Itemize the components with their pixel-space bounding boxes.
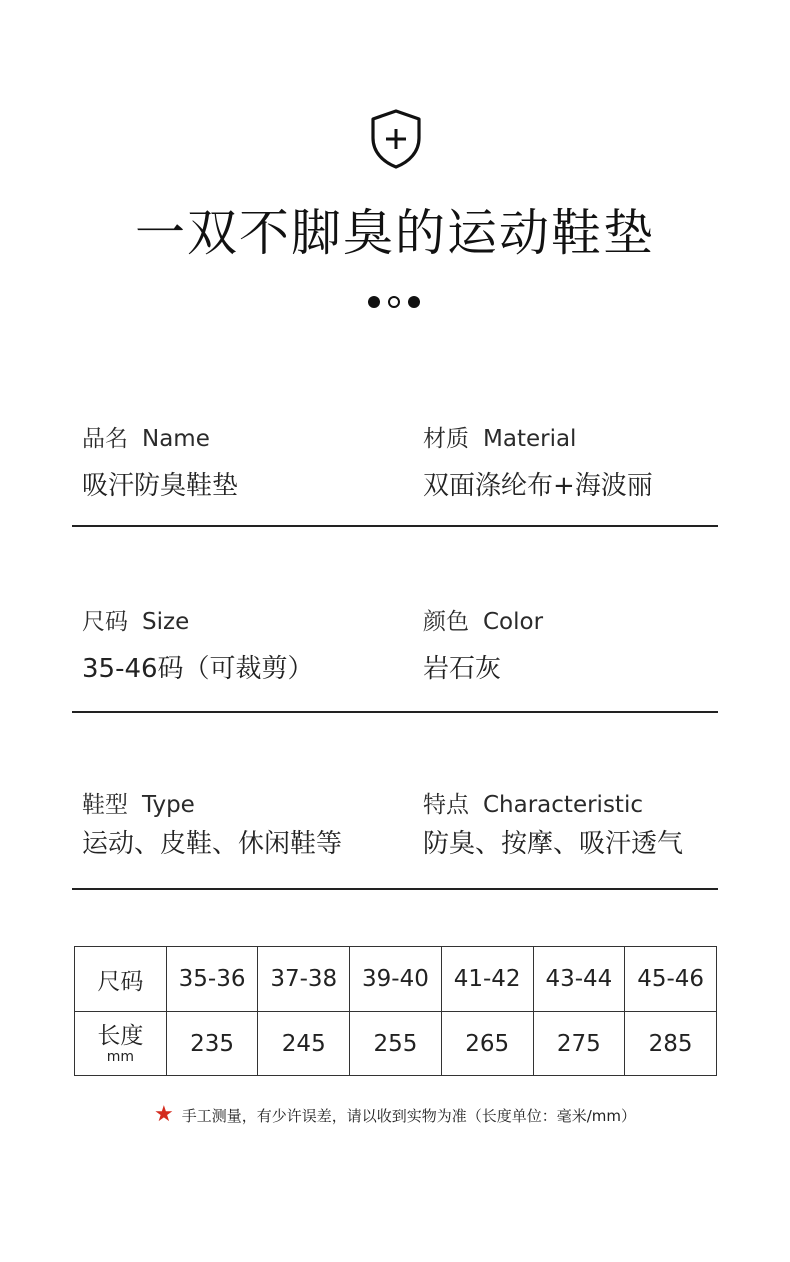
spec-label-en: Characteristic (483, 792, 643, 818)
spec-name (82, 420, 238, 502)
length-label: 长度 (97, 1022, 144, 1049)
spec-value: 防臭、按摩、吸汗透气 (423, 829, 684, 859)
divider-dots (368, 295, 424, 309)
table-cell-length: 255 (350, 1012, 442, 1076)
spec-label (423, 603, 543, 636)
table-cell-length: 285 (625, 1012, 717, 1076)
divider-line (72, 888, 718, 890)
spec-label-en: Size (142, 609, 190, 635)
dot-filled (368, 296, 380, 308)
table-cell-size: 35-36 (166, 947, 258, 1012)
spec-label-en: Name (142, 426, 210, 452)
page-title: 一双不脚臭的运动鞋垫 (135, 204, 655, 262)
star-icon: ★ (153, 1102, 174, 1127)
footnote (0, 1104, 790, 1126)
table-row-length (75, 1012, 717, 1076)
length-unit: mm (106, 1048, 134, 1065)
spec-type (82, 786, 342, 860)
spec-label-cn: 鞋型 (82, 792, 128, 818)
spec-label (82, 420, 238, 453)
table-cell-length: 265 (441, 1012, 533, 1076)
table-cell-size: 41-42 (441, 947, 533, 1012)
footnote-text: 手工测量，有少许误差，请以收到实物为准（长度单位：毫米/mm） (181, 1106, 636, 1125)
spec-label (82, 786, 342, 819)
spec-label-en: Material (483, 426, 577, 452)
spec-value: 岩石灰 (423, 654, 502, 684)
spec-label-en: Color (483, 609, 544, 635)
spec-label-cn: 特点 (423, 792, 469, 818)
spec-label-cn: 材质 (423, 426, 469, 452)
spec-material (423, 420, 653, 502)
spec-value: 吸汗防臭鞋垫 (82, 471, 239, 501)
dot-filled (408, 296, 420, 308)
spec-value: 运动、皮鞋、休闲鞋等 (82, 829, 343, 859)
divider-line (72, 711, 718, 713)
divider-line (72, 525, 718, 527)
table-cell-length: 235 (166, 1012, 258, 1076)
spec-value: 双面涤纶布+海波丽 (423, 471, 653, 501)
dot-hollow (388, 296, 400, 308)
spec-value: 35-46码（可裁剪） (82, 654, 314, 684)
spec-size (82, 603, 314, 685)
table-header-length (75, 1012, 167, 1076)
spec-label (82, 603, 314, 636)
shield-plus-icon (369, 108, 423, 170)
table-header-size: 尺码 (75, 947, 167, 1012)
spec-color (423, 603, 543, 685)
table-row-size (75, 947, 717, 1012)
spec-label-cn: 颜色 (423, 609, 469, 635)
spec-label-cn: 尺码 (82, 609, 128, 635)
size-table (74, 946, 717, 1076)
table-cell-length: 245 (258, 1012, 350, 1076)
spec-label-cn: 品名 (82, 426, 128, 452)
table-cell-size: 43-44 (533, 947, 625, 1012)
spec-label-en: Type (142, 792, 195, 818)
table-cell-size: 45-46 (625, 947, 717, 1012)
table-cell-size: 39-40 (350, 947, 442, 1012)
spec-characteristic (423, 786, 683, 860)
table-cell-length: 275 (533, 1012, 625, 1076)
spec-label (423, 420, 653, 453)
spec-label (423, 786, 683, 819)
table-cell-size: 37-38 (258, 947, 350, 1012)
